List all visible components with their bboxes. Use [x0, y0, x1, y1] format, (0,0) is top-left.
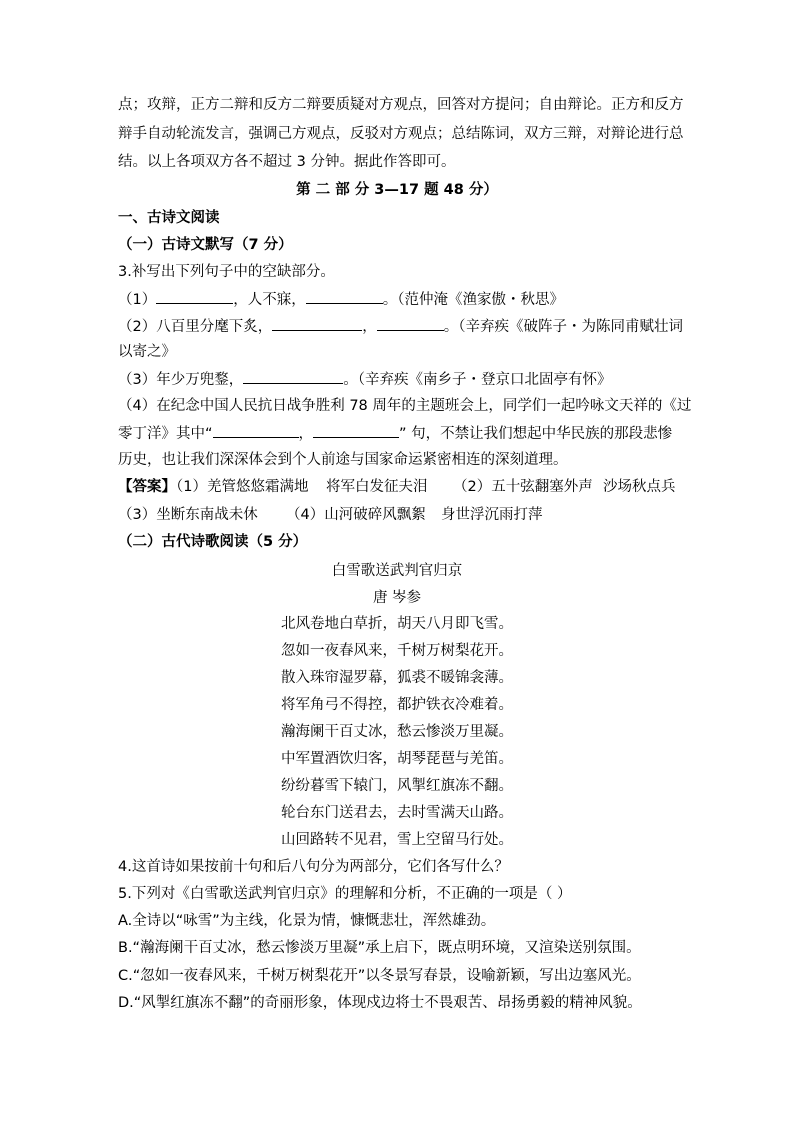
answer-2: （2）五十弦翻塞外声 — [453, 479, 593, 495]
poem-line: 纷纷暮雪下辕门，风掣红旗冻不翻。 — [281, 778, 513, 794]
subsection-heading-poetry: （二）古代诗歌阅读（5 分） — [118, 534, 308, 550]
item-2-prefix: （2）八百里分麾下炙， — [118, 319, 273, 335]
section-heading-classical-reading: 一、古诗文阅读 — [118, 210, 220, 226]
poem-line: 忽如一夜春风来，千树万树梨花开。 — [281, 643, 513, 659]
answer-label: 【答案】 — [118, 479, 176, 495]
question-4: 4.这首诗如果按前十句和后八句分为两部分，它们各写什么？ — [118, 859, 509, 875]
poem-line: 北风卷地白草折，胡天八月即飞雪。 — [281, 616, 513, 632]
question-3-item-4-end: 历史，也让我们深深体会到个人前途与国家命运紧密相连的深刻道理。 — [118, 452, 568, 468]
answer-line-1 — [118, 477, 308, 497]
blank-line — [272, 316, 362, 331]
answer-4b: 身世浮沉雨打萍 — [441, 507, 543, 523]
question-5-option-c: C.“忽如一夜春风来，千树万树梨花开”以冬景写春景，设喻新颖，写出边塞风光。 — [118, 968, 641, 984]
question-5-option-d: D.“风掣红旗冻不翻”的奇丽形象，体现戍边将士不畏艰苦、昂扬勇毅的精神风貌。 — [118, 995, 642, 1011]
item-1-prefix: （1） — [118, 292, 157, 308]
part-two-heading: 第 二 部 分 3—17 题 48 分） — [296, 182, 498, 198]
intro-line-3: 结。以上各项双方各不超过 3 分钟。据此作答即可。 — [118, 154, 456, 170]
item-3-source: 。（辛弃疾《南乡子・登京口北固亭有怀》 — [343, 372, 612, 388]
blank-line — [213, 423, 299, 438]
blank-line — [156, 289, 233, 304]
question-3-item-2-cont: 以寄之》 — [118, 344, 176, 360]
question-3-item-4-cont — [118, 423, 672, 444]
poem-author: 唐 岑参 — [372, 590, 422, 606]
answer-4: （4）山河破碎风飘絮 — [286, 507, 426, 523]
poem-line: 将军角弓不得控，都护铁衣冷难着。 — [281, 697, 513, 713]
poem-line: 散入珠帘湿罗幕，狐裘不暖锦衾薄。 — [281, 670, 513, 686]
item-2-source: 。（辛弃疾《破阵子・为陈同甫赋壮词 — [443, 319, 683, 335]
question-3-item-3 — [118, 369, 611, 390]
poem-line: 中军置酒饮归客，胡琴琵琶与羌笛。 — [281, 751, 513, 767]
question-5-option-a: A.全诗以“咏雪”为主线，化景为情，慷慨悲壮，浑然雄劲。 — [118, 913, 496, 929]
poem-title: 白雪歌送武判官归京 — [331, 563, 463, 579]
answer-3: （3）坐断东南战未休 — [118, 507, 258, 523]
question-5-stem: 5.下列对《白雪歌送武判官归京》的理解和分析，不正确的一项是（ ） — [118, 886, 572, 902]
answer-2b: 沙场秋点兵 — [603, 479, 676, 495]
question-3-item-2 — [118, 316, 683, 337]
poem-line: 瀚海阑干百丈冰，愁云惨淡万里凝。 — [281, 724, 513, 740]
answer-1b: 将军白发征夫泪 — [326, 479, 428, 495]
item-2-comma: ， — [362, 319, 377, 335]
blank-line — [313, 423, 399, 438]
item-1-source: 。（范仲淹《渔家傲・秋思》 — [382, 292, 564, 308]
question-3-stem: 3.补写出下列句子中的空缺部分。 — [118, 264, 335, 280]
blank-line — [377, 316, 444, 331]
answer-1: （1）羌管悠悠霜满地 — [176, 479, 309, 495]
item-3-prefix: （3）年少万兜鍪， — [118, 372, 244, 388]
item-4-suffix: ” 句，不禁让我们想起中华民族的那段悲惨 — [399, 426, 673, 442]
question-3-item-4: （4）在纪念中国人民抗日战争胜利 78 周年的主题班会上，同学们一起吟咏文天祥的《过 — [118, 398, 692, 414]
item-1-mid: ，人不寐， — [233, 292, 306, 308]
blank-line — [243, 369, 343, 384]
intro-line-1: 点；攻辩，正方二辩和反方二辩要质疑对方观点，回答对方提问；自由辩论。正方和反方 — [118, 97, 684, 113]
poem-line: 山回路转不见君，雪上空留马行处。 — [281, 832, 513, 848]
blank-line — [306, 289, 383, 304]
intro-line-2: 辩手自动轮流发言，强调己方观点，反驳对方观点；总结陈词，双方三辩，对辩论进行总 — [118, 126, 684, 142]
item-4-comma: ， — [298, 426, 314, 442]
question-3-item-1 — [118, 289, 564, 310]
item-4-prefix: 零丁洋》其中“ — [118, 426, 213, 442]
subsection-heading-recitation: （一）古诗文默写（7 分） — [118, 237, 293, 253]
poem-line: 轮台东门送君去，去时雪满天山路。 — [281, 805, 513, 821]
question-5-option-b: B.“瀚海阑干百丈冰，愁云惨淡万里凝”承上启下，既点明环境，又渲染送别氛围。 — [118, 940, 641, 956]
